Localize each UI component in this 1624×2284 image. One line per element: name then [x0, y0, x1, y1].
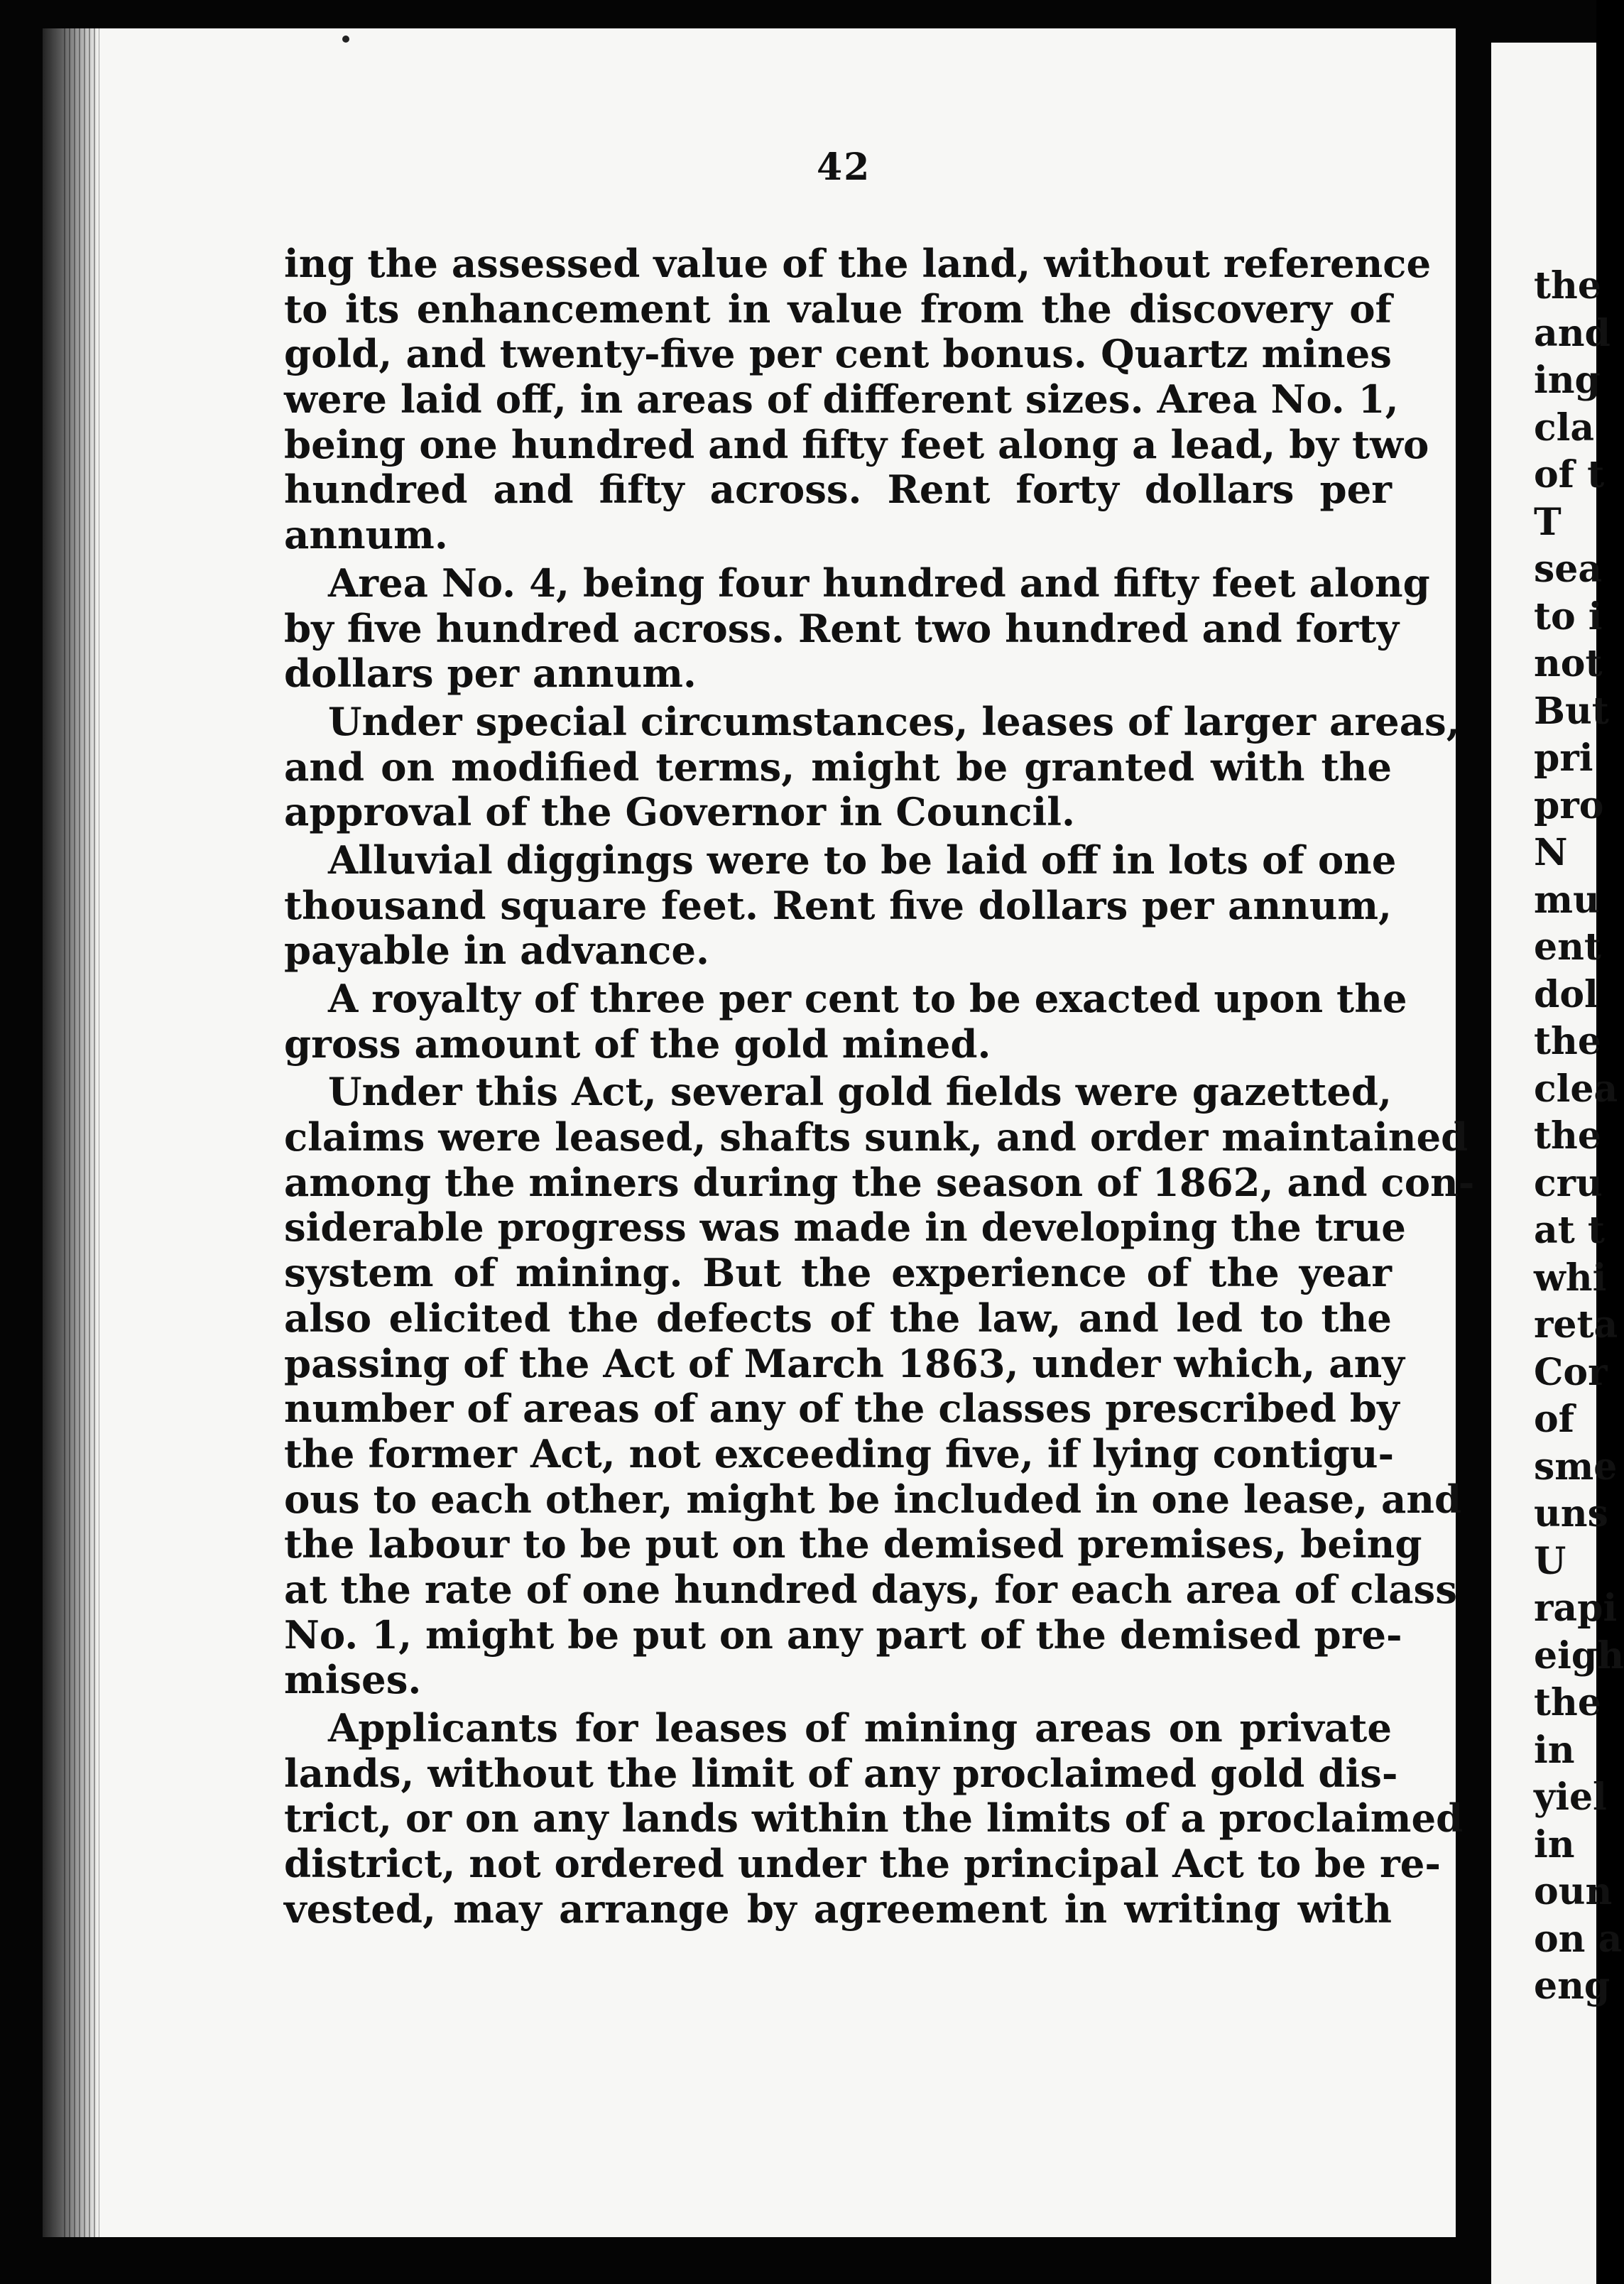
text-line: at the rate of one hundred days, for each area of class [284, 1566, 1457, 1612]
page-number: 42 [817, 146, 871, 189]
page-edges [64, 28, 99, 2237]
text-line: by five hundred across. Rent two hundred and forty [284, 605, 1399, 651]
facing-page-line: the [1534, 1114, 1601, 1158]
facing-page-line: the [1534, 1020, 1601, 1063]
facing-page-line: T [1534, 500, 1562, 544]
facing-page-line: rapi [1534, 1587, 1618, 1630]
facing-page-line: at t [1534, 1209, 1605, 1252]
text-line: approval of the Governor in Council. [284, 789, 1075, 835]
facing-page-line: the [1534, 264, 1601, 308]
facing-page-line: ent [1534, 925, 1601, 969]
text-line: district, not ordered under the principal Act to be re- [284, 1841, 1442, 1887]
text-line: to its enhancement in value from the discovery of [284, 286, 1392, 332]
text-line: being one hundred and fifty feet along a lead, by two [284, 421, 1429, 467]
text-line: among the miners during the season of 1862, and con- [284, 1159, 1475, 1205]
facing-page-line: But [1534, 689, 1609, 733]
facing-page-line: U [1534, 1539, 1566, 1583]
facing-page-line: in [1534, 1822, 1575, 1866]
facing-page-line: cru [1534, 1161, 1603, 1205]
facing-page-line: pro [1534, 783, 1604, 827]
facing-page-line: oun [1534, 1870, 1613, 1913]
text-line: dollars per annum. [284, 651, 697, 697]
text-line: and on modified terms, might be granted with the [284, 744, 1392, 790]
facing-page-line: N [1534, 831, 1568, 874]
facing-page-line: eigh [1534, 1633, 1624, 1677]
text-line: trict, or on any lands within the limits of a proclaimed [284, 1795, 1464, 1842]
facing-page-line: ing [1534, 359, 1601, 402]
text-line: payable in advance. [284, 928, 710, 974]
facing-page-line: mu [1534, 878, 1600, 922]
text-line: number of areas of any of the classes prescribed by [284, 1386, 1400, 1432]
facing-page-line: whi [1534, 1256, 1607, 1300]
facing-page-line: clea [1534, 1067, 1618, 1111]
facing-page-line: dol [1534, 972, 1598, 1016]
facing-page-line: of [1534, 1398, 1575, 1441]
facing-page-line: uns [1534, 1492, 1608, 1535]
text-line: ing the assessed value of the land, without reference [284, 241, 1432, 286]
facing-page-line: the [1534, 1681, 1601, 1724]
text-line: gold, and twenty-five per cent bonus. Quartz mines [284, 331, 1392, 377]
text-line: system of mining. But the experience of the year [284, 1250, 1392, 1296]
page-body-text [284, 241, 1475, 1932]
text-line: claims were leased, shafts sunk, and order maintained [284, 1114, 1468, 1160]
text-line: Under special circumstances, leases of larger areas, [328, 698, 1460, 744]
facing-page-line: cla [1534, 406, 1595, 450]
facing-page-line: sea [1534, 548, 1603, 591]
facing-page-line: in [1534, 1728, 1575, 1772]
text-line: were laid off, in areas of different sizes. Area No. 1, [284, 376, 1399, 423]
facing-page-line: not [1534, 642, 1603, 685]
facing-page-line: to i [1534, 594, 1603, 638]
facing-page-line: eng [1534, 1964, 1611, 2008]
facing-page-text [1534, 263, 1624, 2011]
text-line: mises. [284, 1657, 422, 1703]
text-line: vested, may arrange by agreement in writing with [284, 1886, 1392, 1932]
text-line: Alluvial diggings were to be laid off in lots of one [328, 837, 1397, 883]
text-line: passing of the Act of March 1863, under which, any [284, 1340, 1405, 1386]
text-line: the labour to be put on the demised premises, being [284, 1521, 1422, 1567]
text-line: thousand square feet. Rent five dollars per annum, [284, 882, 1392, 928]
facing-page-line: on a [1534, 1917, 1623, 1961]
text-line: Area No. 4, being four hundred and fifty feet along [328, 560, 1430, 606]
text-line: siderable progress was made in developing the true [284, 1204, 1406, 1251]
facing-page-line: Cor [1534, 1350, 1608, 1394]
facing-page-line: pri [1534, 736, 1593, 780]
text-line: annum. [284, 512, 448, 558]
text-line: lands, without the limit of any proclaimed gold dis- [284, 1750, 1398, 1796]
text-line: also elicited the defects of the law, and led to the [284, 1295, 1392, 1341]
text-line: Applicants for leases of mining areas on private [328, 1705, 1392, 1751]
dust-speck [342, 36, 349, 43]
text-line: Under this Act, several gold fields were gazetted, [328, 1069, 1392, 1115]
facing-page-line: yiel [1534, 1775, 1607, 1819]
facing-page-line: and [1534, 311, 1611, 355]
text-line: No. 1, might be put on any part of the demised pre- [284, 1611, 1402, 1658]
text-line: hundred and fifty across. Rent forty dollars per [284, 467, 1392, 513]
text-line: gross amount of the gold mined. [284, 1021, 991, 1067]
facing-page-line: reta [1534, 1303, 1618, 1347]
text-line: ous to each other, might be included in one lease, and [284, 1476, 1462, 1522]
facing-page-line: of t [1534, 453, 1605, 496]
text-line: A royalty of three per cent to be exacted upon the [328, 976, 1407, 1021]
text-line: the former Act, not exceeding five, if lying contigu- [284, 1430, 1395, 1477]
facing-page-line: sme [1534, 1445, 1618, 1489]
